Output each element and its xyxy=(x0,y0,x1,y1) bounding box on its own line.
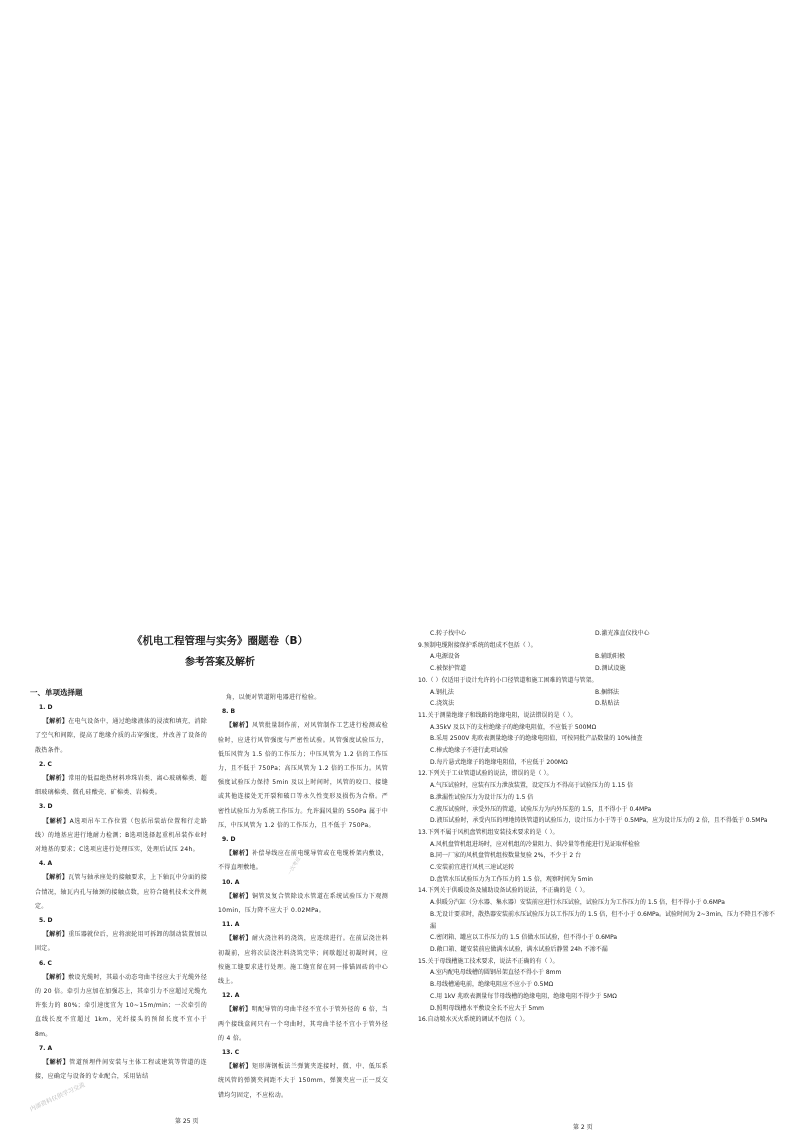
option-text: C.用 1kV 兆欧表测量每节母线槽的绝缘电阻，绝缘电阻不得少于 5MΩ xyxy=(430,992,617,1000)
option-pair xyxy=(418,687,778,699)
explanation-text: 【解析】补偿导线应在前电缆导管或在电缆桥架内敷设，不得直埋敷地。 xyxy=(218,850,388,872)
question-text: 12.下列关于工业管道试验的说法，错误的是（ ）。 xyxy=(418,770,553,778)
option-pair xyxy=(418,651,778,663)
option-text: A.钢扎法 xyxy=(430,688,454,696)
answer-column-2 xyxy=(218,691,388,1103)
watermark-text: 一次考过 xyxy=(286,856,303,877)
option-text: D.照明母线槽水平敷设全长不应大于 5mm xyxy=(430,1004,544,1012)
question-text: 15.关于母线槽施工技术要求，说法不正确的有（ ）。 xyxy=(418,957,559,965)
option-text: B.无设计要求时，散热器安装前水压试验压力以工作压力的 1.5 倍，但不小于 0.6MPa。试验时间为 2~3min，压力不降且不渗不漏 xyxy=(430,910,775,930)
option-text: C.被保护管道 xyxy=(430,665,467,673)
explanation-text: 【解析】敷设光缆时，其最小动态弯曲半径应大于光缆外径的 20 倍。牵引力应加在加强芯上，其牵引力不应超过光缆允许张力的 80%；牵引速度宜为 10~15m/min；一次牵引的直线长度不宜超过 1km，光纤接头的预留长度不宜小于 8m。 xyxy=(35,973,207,1038)
option-text: D.激光准直仪找中心 xyxy=(595,630,650,637)
page-title: 《机电工程管理与实务》圈题卷（B） xyxy=(131,635,308,647)
option-text: A.供暖分汽缸（分水器、集水器）安装前应进行水压试验，试验压力为工作压力的 1.5 倍，但不得小于 0.6MPa xyxy=(430,899,725,907)
answer-number: 1. D xyxy=(39,704,53,711)
option-text: D.敞口箱、罐安装前应做满水试验，满水试验后静置 24h 不渗不漏 xyxy=(430,945,608,953)
question-text: 13.下列不属于风机盘管机组安装技术要求的是（ ）。 xyxy=(418,828,559,836)
option-text: B.辅助阳极 xyxy=(595,653,626,661)
option-pair xyxy=(418,663,778,675)
explanation-text: 【解析】铜管及复合管除设水管道在系统试验压力下观测 10min，压力降不应大于 0.02MPa。 xyxy=(218,892,388,915)
explanation-text: 角，以便对管道附电器进行检验。 xyxy=(226,694,321,701)
explanation-text: 【解析】明配导管的弯曲半径不宜小于管外径的 6 倍，当两个接线盒间只有一个弯曲时，其弯曲半径不宜小于管外径的 4 倍。 xyxy=(218,1006,388,1042)
page-number-right: 第 2 页 xyxy=(573,1124,593,1131)
stamp-text: 内部资料仅供学习交流 xyxy=(28,1081,87,1114)
option-text: D.盘管水压试验压力为工作压力的 1.5 倍，观察时间为 5min xyxy=(430,875,593,883)
option-text: A.35kV 及以下的支柱绝缘子的绝缘电阻值，不应低于 500MΩ xyxy=(430,723,597,731)
answer-number: 13. C xyxy=(222,1049,240,1057)
answer-column-1 xyxy=(35,701,207,1084)
answer-number: 2. C xyxy=(39,760,52,768)
option-text: D.粘贴法 xyxy=(595,700,620,708)
option-text: A.气压试验时，应装有压力泄放装置，设定压力不得高于试验压力的 1.15 倍 xyxy=(430,782,634,790)
question-text: 16.自动喷水灭火系统的调试不包括（ ）。 xyxy=(418,1016,529,1024)
answer-number: 9. D xyxy=(222,836,236,844)
explanation-text: 【解析】A选项吊车工作位置（包括吊装站位置和行走路线）的地基应进行地耐力检测；B选项选择起重机吊装作业时对地基的要求；C选项应进行处理压实，处理后试压 24h。 xyxy=(35,817,208,854)
answer-number: 5. D xyxy=(39,917,53,925)
question-text: 9.预制电缆附接保护系统的组成不包括（ ）。 xyxy=(418,641,537,649)
question-text: 11.关于测量绝缘子和线路的绝缘电阻，说法错误的是（ ）。 xyxy=(418,711,577,719)
answer-number: 8. B xyxy=(222,708,236,716)
option-text: C.液压试验时，承受外压的管道，试验压力为内外压差的 1.5，且不得小于 0.4MPa xyxy=(430,805,652,813)
explanation-text: 【解析】风管批量制作前，对风管制作工艺进行检测或检验时，应进行风管强度与严密性试验。风管强度试验压力，低压风管为 1.5 倍的工作压力；中压风管为 1.2 倍的工作压力，且不低于 750Pa；高压风管为 1.2 倍的工作压力。风管强度试验压力保持 5min 及以上时间时，风管的咬口、接缝或其他连接处无开裂和破口等永久性变形及损伤为合格。严密性试验压力为系统工作压力。允许漏风量的 550Pa 属于中压，中压风管为 1.2 倍的工作压力，且不低于 750Pa。 xyxy=(218,722,388,829)
option-text: C.密闭箱、罐应以工作压力的 1.5 倍做水压试验，但不得小于 0.6MPa xyxy=(430,934,618,942)
explanation-text: 【解析】重压器就位后，应将滚轮用可拆卸的制动装置加以固定。 xyxy=(35,931,207,953)
option-text: D.每片悬式绝缘子的绝缘电阻值，不应低于 200MΩ xyxy=(430,758,568,766)
option-text: C.安装前宜进行风机三速试运转 xyxy=(430,864,515,872)
answer-number: 6. C xyxy=(39,959,52,967)
right-page xyxy=(418,628,778,1131)
option-text: C.转子找中心 xyxy=(430,630,467,637)
answer-number: 12. A xyxy=(222,992,240,1000)
option-text: A.室内配电母线槽的圆钢吊架直径不得小于 8mm xyxy=(430,969,562,977)
answer-number: 7. A xyxy=(39,1044,53,1052)
option-text: D.液压试验时，承受内压的埋地铸铁管道的试验压力，设计压力小于等于 0.5MPa，应为设计压力的 2 倍，且不得低于 0.5MPa xyxy=(430,817,768,825)
explanation-text: 【解析】耐火浇注料的浇筑，应连续进行。在前层浇注料初凝前，应将次层浇注料浇筑完毕；间歇超过初凝时间，应按施工缝要求进行处理。施工缝宜留在同一排锚固砖的中心线上。 xyxy=(218,935,388,986)
explanation-text: 【解析】管道预埋件间安装与主体工程或建筑等管道的连接，应确定与设备的专业配合，采用钻结 xyxy=(35,1059,207,1081)
option-pair xyxy=(418,628,778,640)
section-heading: 一、单项选择题 xyxy=(30,688,83,697)
option-text: D.测试设施 xyxy=(595,665,626,673)
question-text: 14.下列关于供暖设备及辅助设备试验的说法，不正确的是（ ）。 xyxy=(418,887,589,895)
option-pair xyxy=(418,698,778,710)
option-text: C.浇筑法 xyxy=(430,700,455,708)
question-list xyxy=(418,628,778,1026)
option-text: B.捆绑法 xyxy=(595,688,620,696)
left-page xyxy=(30,625,400,1125)
option-text: B.泄漏性试验压力为设计压力的 1.5 倍 xyxy=(430,793,534,801)
page-number-left: 第 25 页 xyxy=(175,1118,199,1125)
page-subtitle: 参考答案及解析 xyxy=(185,657,255,668)
answer-number: 10. A xyxy=(222,878,240,886)
option-text: B.采用 2500V 兆欧表测量绝缘子的绝缘电阻值，可按同批产品数量的 10%抽查 xyxy=(430,735,643,743)
option-text: B.母线槽通电前，绝缘电阻应不应小于 0.5MΩ xyxy=(430,981,554,989)
option-text: A.风机盘管机组进场时，应对机组的冷量阻力、供冷量等性能进行见证取样检验 xyxy=(430,840,640,848)
question-text: 10.（ ）仅适用于设计允许的小口径管道和施工困难的管道与管架。 xyxy=(418,676,598,684)
answer-number: 3. D xyxy=(39,803,53,811)
answer-number: 11. A xyxy=(222,921,240,929)
option-text: C.棒式绝缘子不进行此项试验 xyxy=(430,747,509,755)
option-text: A.电源设备 xyxy=(430,653,460,661)
option-text: B.同一厂家的风机盘管机组按数量复验 2%，不少于 2 台 xyxy=(430,852,582,860)
explanation-text: 【解析】矩形薄钢板法兰弹簧夹连接时，微、中、低压系统风管的弹簧夹间距不大于 150mm，弹簧夹应一正一反交错均匀固定，不应松动。 xyxy=(218,1063,388,1099)
explanation-text: 【解析】瓦管与轴承座处的接触要求，上下轴瓦中分面的接合情况，轴瓦内孔与轴颈的接触点数，应符合随机技术文件规定。 xyxy=(35,874,207,910)
explanation-text: 【解析】在电气设备中，通过绝缘液体的浸渍和填充，消除了空气和间隙，提高了绝缘介质的击穿强度，并改善了设备的散热条件。 xyxy=(35,718,207,754)
explanation-text: 【解析】常用的低温绝热材料珍珠岩类、离心玻璃棉类、超细玻璃棉类、微孔硅酸壳、矿棉类、岩棉类。 xyxy=(35,775,207,797)
answer-number: 4. A xyxy=(39,860,53,868)
